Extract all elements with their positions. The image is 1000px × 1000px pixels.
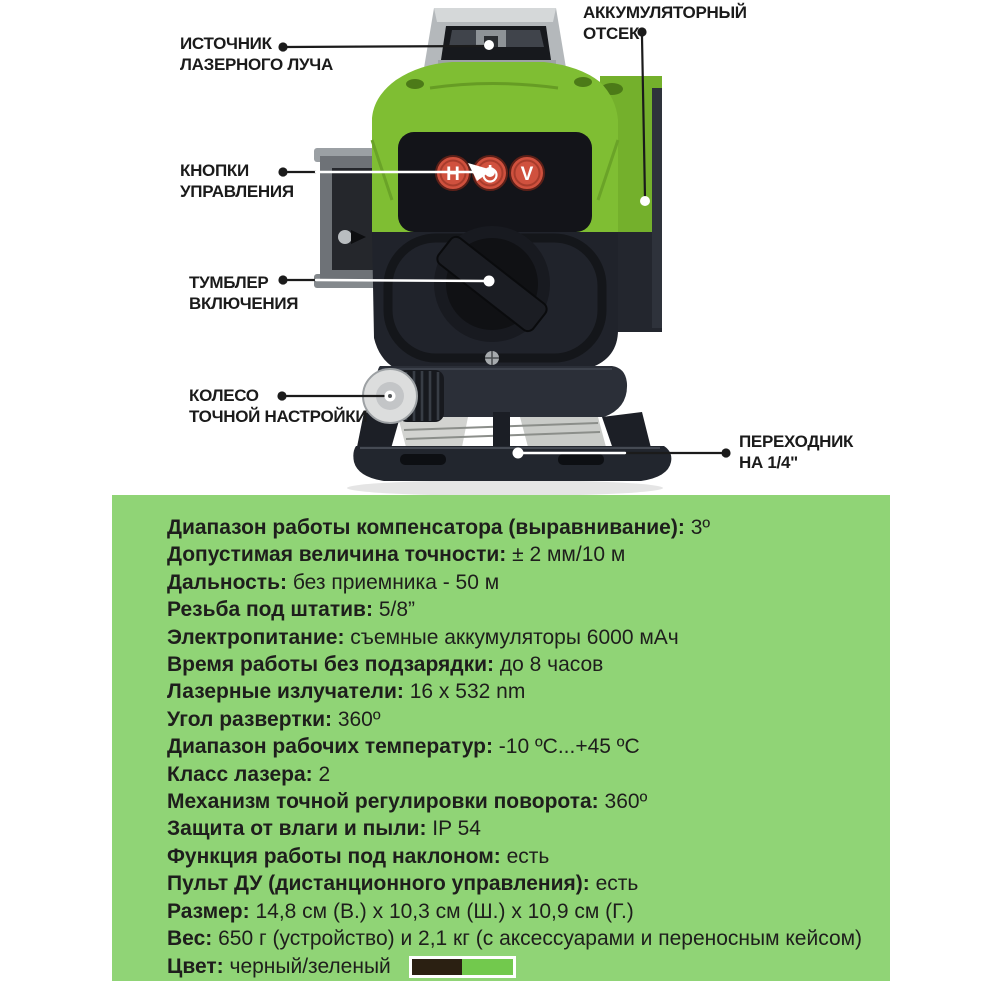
- callout-fine-tuning-wheel: [189, 385, 367, 427]
- callout-line2: ЛАЗЕРНОГО ЛУЧА: [180, 55, 333, 74]
- callout-line1: ТУМБЛЕР: [189, 273, 269, 292]
- spec-row-rotation: Механизм точной регулировки поворота: 360º: [167, 790, 648, 814]
- spec-row-color: Цвет: черный/зеленый: [167, 953, 877, 980]
- device-shadow: [347, 480, 663, 496]
- callout-line1: ИСТОЧНИК: [180, 34, 272, 53]
- spec-row-laser-class: Класс лазера: 2: [167, 762, 331, 786]
- screw: [485, 351, 499, 365]
- spec-row-sweep-angle: Угол развертки: 360º: [167, 707, 381, 731]
- button-v-label: V: [520, 164, 534, 185]
- callout-line1: КОЛЕСО: [189, 386, 259, 405]
- callout-adapter: [739, 431, 853, 473]
- callout-line2: НА 1/4": [739, 453, 798, 472]
- spec-row-tilt: Функция работы под наклоном: есть: [167, 844, 550, 868]
- color-swatch: [409, 956, 516, 978]
- spec-row-thread: Резьба под штатив: 5/8”: [167, 598, 415, 622]
- callout-control-buttons: [180, 160, 294, 202]
- spec-row-accuracy: Допустимая величина точности: ± 2 мм/10 м: [167, 543, 626, 567]
- callout-line1: АККУМУЛЯТОРНЫЙ: [583, 3, 747, 22]
- spec-row-size: Размер: 14,8 см (В.) x 10,3 см (Ш.) x 10,9 см (Г.): [167, 899, 634, 923]
- color-swatch-left: [412, 959, 463, 975]
- spec-list: [167, 514, 877, 980]
- callout-line2: ОТСЕК: [583, 24, 640, 43]
- callout-line1: КНОПКИ: [180, 161, 249, 180]
- color-swatch-right: [462, 959, 513, 975]
- spec-row-emitters: Лазерные излучатели: 16 x 532 nm: [167, 680, 526, 704]
- callout-line1: ПЕРЕХОДНИК: [739, 432, 854, 451]
- spec-row-battery-life: Время работы без подзарядки: до 8 часов: [167, 653, 604, 677]
- laser-window: [424, 8, 566, 69]
- button-h-label: H: [446, 164, 460, 185]
- spec-row-remote: Пульт ДУ (дистанционного управления): есть: [167, 872, 639, 896]
- control-panel: [398, 132, 592, 232]
- callout-battery-compartment: [583, 2, 747, 44]
- spec-panel: [112, 495, 890, 981]
- callout-laser-source: [180, 33, 333, 75]
- spec-row-range: Дальность: без приемника - 50 м: [167, 570, 500, 594]
- callout-line2: УПРАВЛЕНИЯ: [180, 182, 294, 201]
- spec-row-weight: Вес: 650 г (устройство) и 2,1 кг (с аксессуарами и переносным кейсом): [167, 927, 863, 951]
- button-v: [510, 156, 544, 190]
- callout-line2: ВКЛЮЧЕНИЯ: [189, 294, 299, 313]
- callout-power-toggle: [189, 272, 298, 314]
- spec-row-protection: Защита от влаги и пыли: IP 54: [167, 817, 481, 841]
- spec-row-compensator: Диапазон работы компенсатора (выравнивание): 3º: [167, 516, 711, 539]
- callout-line2: ТОЧНОЙ НАСТРОЙКИ: [189, 407, 368, 426]
- spec-row-power: Электропитание: съемные аккумуляторы 6000 мАч: [167, 625, 679, 649]
- spec-row-temperature: Диапазон рабочих температур: -10 ºС...+45 ºС: [167, 735, 640, 759]
